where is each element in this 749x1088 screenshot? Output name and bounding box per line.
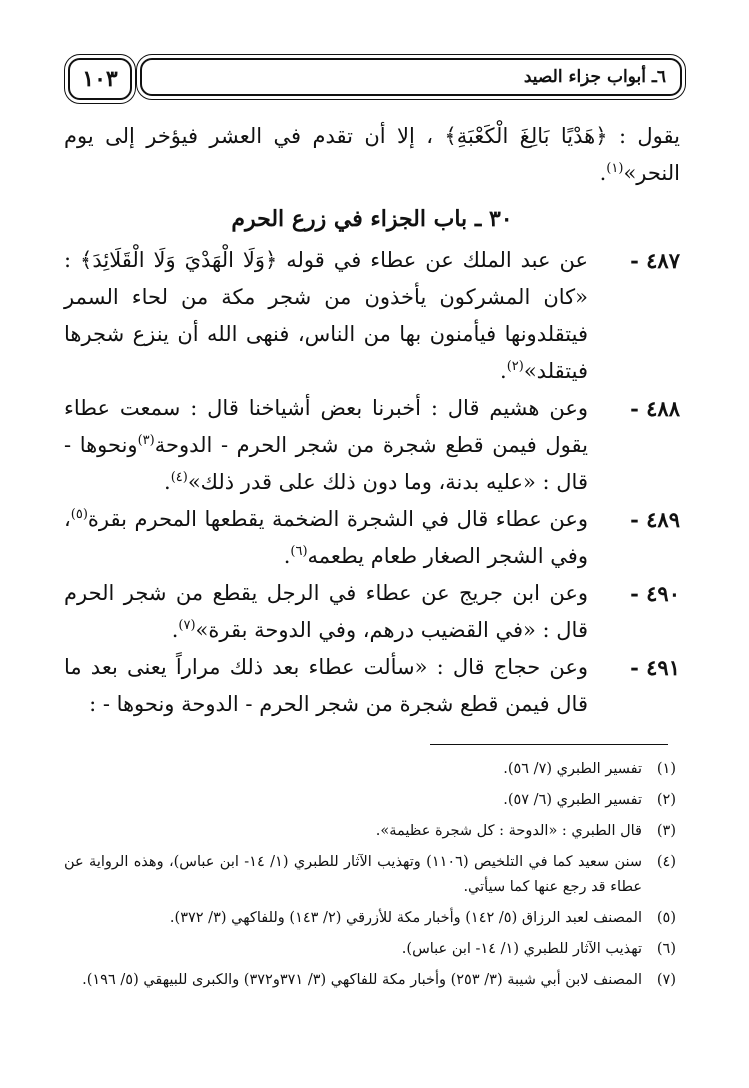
entry-487 — [64, 242, 680, 390]
footnote-number: (٣) — [656, 823, 676, 839]
footnote-item — [64, 757, 676, 782]
entry-number: ٤٨٧ - — [630, 248, 680, 273]
entry-text: وعن حجاج قال : «سألت عطاء بعد ذلك مراراً يعنى بعد ما قال فيمن قطع شجرة من شجر الحرم - الدوحة ونحوها - : — [64, 655, 588, 716]
footnote-item — [64, 937, 676, 962]
footnote-ref: (١) — [606, 161, 624, 176]
footnote-text: المصنف لعبد الرزاق (٥/ ١٤٢) وأخبار مكة للأزرقي (٢/ ١٤٣) وللفاكهي (٣/ ٣٧٢). — [169, 910, 642, 926]
footnote-text: سنن سعيد كما في التلخيص (١١٠٦) وتهذيب الآثار للطبري (١/ ١٤- ابن عباس)، وهذه الرواية عن عطاء قد رجع عنها كما سيأتي. — [64, 854, 643, 895]
footnote-number: (٤) — [656, 854, 676, 870]
entry-490 — [64, 575, 680, 649]
entry-number: ٤٨٩ - — [630, 507, 680, 532]
footnote-text: المصنف لابن أبي شيبة (٣/ ٢٥٣) وأخبار مكة للفاكهي (٣/ ٣٧١و٣٧٢) والكبرى للبيهقي (٥/ ١٩٦). — [82, 972, 642, 988]
entry-text: وعن هشيم قال : أخبرنا بعض أشياخنا قال : سمعت عطاء يقول فيمن قطع شجرة من شجر الحرم - الدوحة — [64, 396, 588, 457]
footnote-ref: (٤) — [170, 470, 188, 485]
entry-text: ، وفي الشجر الصغار طعام يطعمه — [64, 507, 588, 568]
footnotes — [64, 757, 676, 999]
footnote-ref: (٦) — [290, 544, 308, 559]
main-text — [64, 118, 680, 723]
entry-number: ٤٩١ - — [630, 655, 680, 680]
footnote-item — [64, 968, 676, 993]
entry-tail: . — [164, 470, 171, 494]
entry-text: ونحوها - قال : «عليه بدنة، وما دون ذلك على قدر ذلك» — [64, 433, 588, 494]
entry-tail: . — [500, 359, 507, 383]
entry-tail: . — [171, 618, 179, 642]
footnote-divider — [430, 744, 668, 745]
footnote-ref: (٢) — [506, 359, 524, 374]
entry-491 — [64, 649, 680, 723]
page-number: ١٠٣ — [68, 58, 132, 100]
entry-488 — [64, 390, 680, 501]
page-header — [68, 58, 684, 106]
intro-paragraph: يقول : ﴿هَدْيًا بَالِغَ الْكَعْبَةِ﴾ ، إلا أن تقدم في العشر فيؤخر إلى يوم النحر»$^{(١)}$. — [64, 124, 680, 185]
footnote-item — [64, 906, 676, 931]
entry-number: ٤٩٠ - — [630, 581, 680, 606]
footnote-text: تهذيب الآثار للطبري (١/ ١٤- ابن عباس). — [401, 941, 642, 957]
footnote-number: (٥) — [656, 910, 676, 926]
entry-text: وعن ابن جريج عن عطاء في الرجل يقطع من شجر الحرم قال : «في القضيب درهم، وفي الدوحة بقرة» — [64, 581, 588, 642]
footnote-text: تفسير الطبري (٧/ ٥٦). — [503, 761, 642, 777]
footnote-item — [64, 850, 676, 900]
intro-text: يقول : ﴿هَدْيًا بَالِغَ الْكَعْبَةِ﴾ ، إلا أن تقدم في العشر فيؤخر إلى يوم النحر» — [64, 124, 680, 185]
entry-text: وعن عطاء قال في الشجرة الضخمة يقطعها المحرم بقرة — [87, 507, 588, 531]
footnote-item — [64, 819, 676, 844]
footnote-number: (٧) — [656, 972, 676, 988]
footnote-ref: (٧) — [178, 618, 196, 633]
footnote-ref: (٥) — [70, 507, 88, 522]
section-title: ٣٠ ـ باب الجزاء في زرع الحرم — [231, 206, 513, 232]
entry-number: ٤٨٨ - — [630, 396, 680, 421]
running-title: ٦ـ أبواب جزاء الصيد — [140, 58, 682, 96]
footnote-text: قال الطبري : «الدوحة : كل شجرة عظيمة». — [375, 823, 642, 839]
footnote-ref: (٣) — [137, 433, 155, 448]
footnote-number: (٢) — [656, 792, 676, 808]
footnote-item — [64, 788, 676, 813]
entry-text: عن عبد الملك عن عطاء في قوله ﴿وَلَا الْهَدْيَ وَلَا الْقَلَائِدَ﴾ : «كان المشركون يأخذون من شجر مكة من لحاء السمر فيتقلدونها فيأمنون بها من الناس، فنهى الله أن ينزع شجرها فيتقلد» — [64, 248, 588, 383]
footnote-number: (١) — [656, 761, 676, 777]
footnote-number: (٦) — [656, 941, 676, 957]
footnote-text: تفسير الطبري (٦/ ٥٧). — [503, 792, 642, 808]
entry-489 — [64, 501, 680, 575]
entry-tail: . — [283, 544, 291, 568]
